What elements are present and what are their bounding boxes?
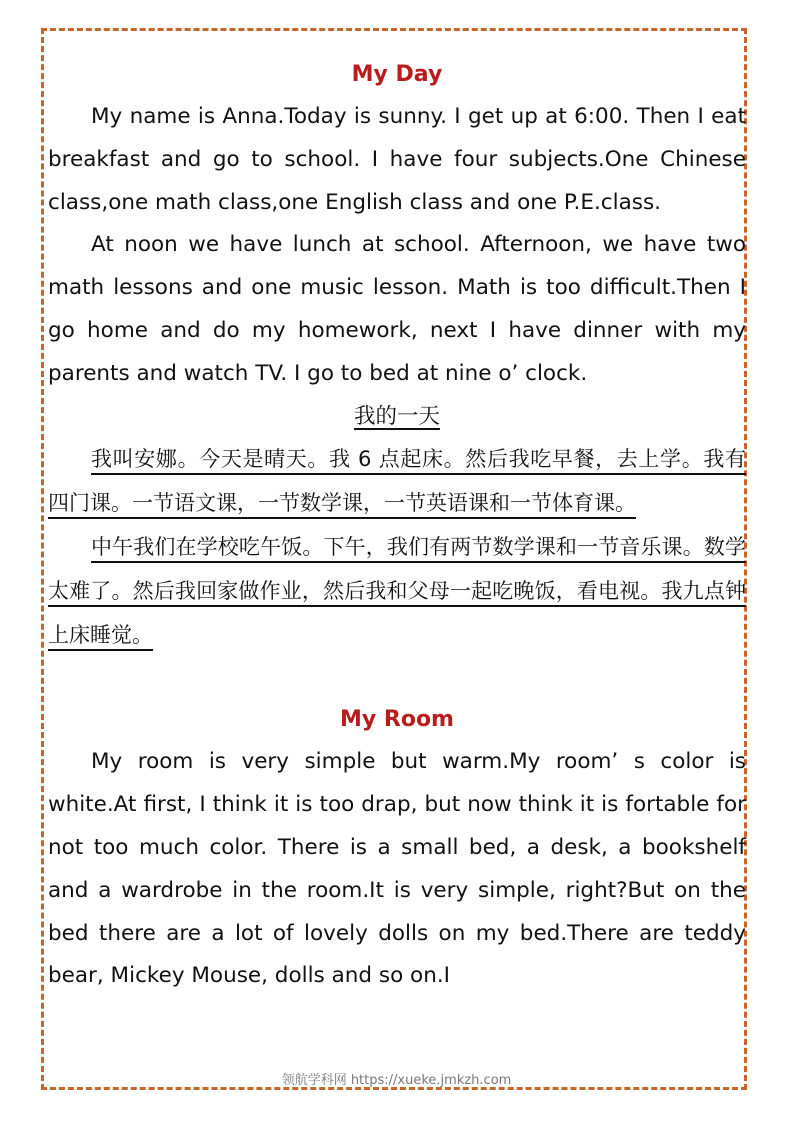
section-title-my-day: My Day <box>351 62 443 87</box>
footer-watermark: 领航学科网 https://xueke.jmkzh.com <box>281 1073 512 1088</box>
paragraph: My room is very simple but warm.My room’ s color is white.At first, I think it is too drap, but now think it is fortable for not too much color. There is a small bed, a desk, a bookshelf and a wardrobe in the room.It is very simple, right?But on the bed there are a lot of lovely dolls on my bed.There are teddy bear, Mickey Mouse, dolls and so on.I <box>48 749 746 989</box>
chinese-paragraph <box>48 526 746 657</box>
paragraph: My name is Anna.Today is sunny. I get up at 6:00. Then I eat breakfast and go to school. I have four subjects.One Chinese class,one math class,one English class and one P.E.class. <box>48 104 746 215</box>
paragraph: At noon we have lunch at school. Afternoon, we have two math lessons and one music lesson. Math is too difficult.Then I go home and do my homework, next I have dinner with my parents and watch TV. I go to bed at nine o’ clock. <box>48 232 746 386</box>
chinese-paragraph-text: 我叫安娜。今天是晴天。我 6 点起床。然后我吃早餐，去上学。我有四门课。一节语文课，一节数学课，一节英语课和一节体育课。 <box>48 447 746 516</box>
chinese-title-text: 我的一天 <box>353 403 440 429</box>
section-title-my-room: My Room <box>340 707 454 733</box>
document-body <box>48 54 746 998</box>
chinese-paragraph-text: 中午我们在学校吃午饭。下午，我们有两节数学课和一节音乐课。数学太难了。然后我回家做作业，然后我和父母一起吃晚饭，看电视。我九点钟上床睡觉。 <box>48 534 746 647</box>
chinese-title <box>48 396 746 439</box>
chinese-paragraph <box>48 438 746 526</box>
